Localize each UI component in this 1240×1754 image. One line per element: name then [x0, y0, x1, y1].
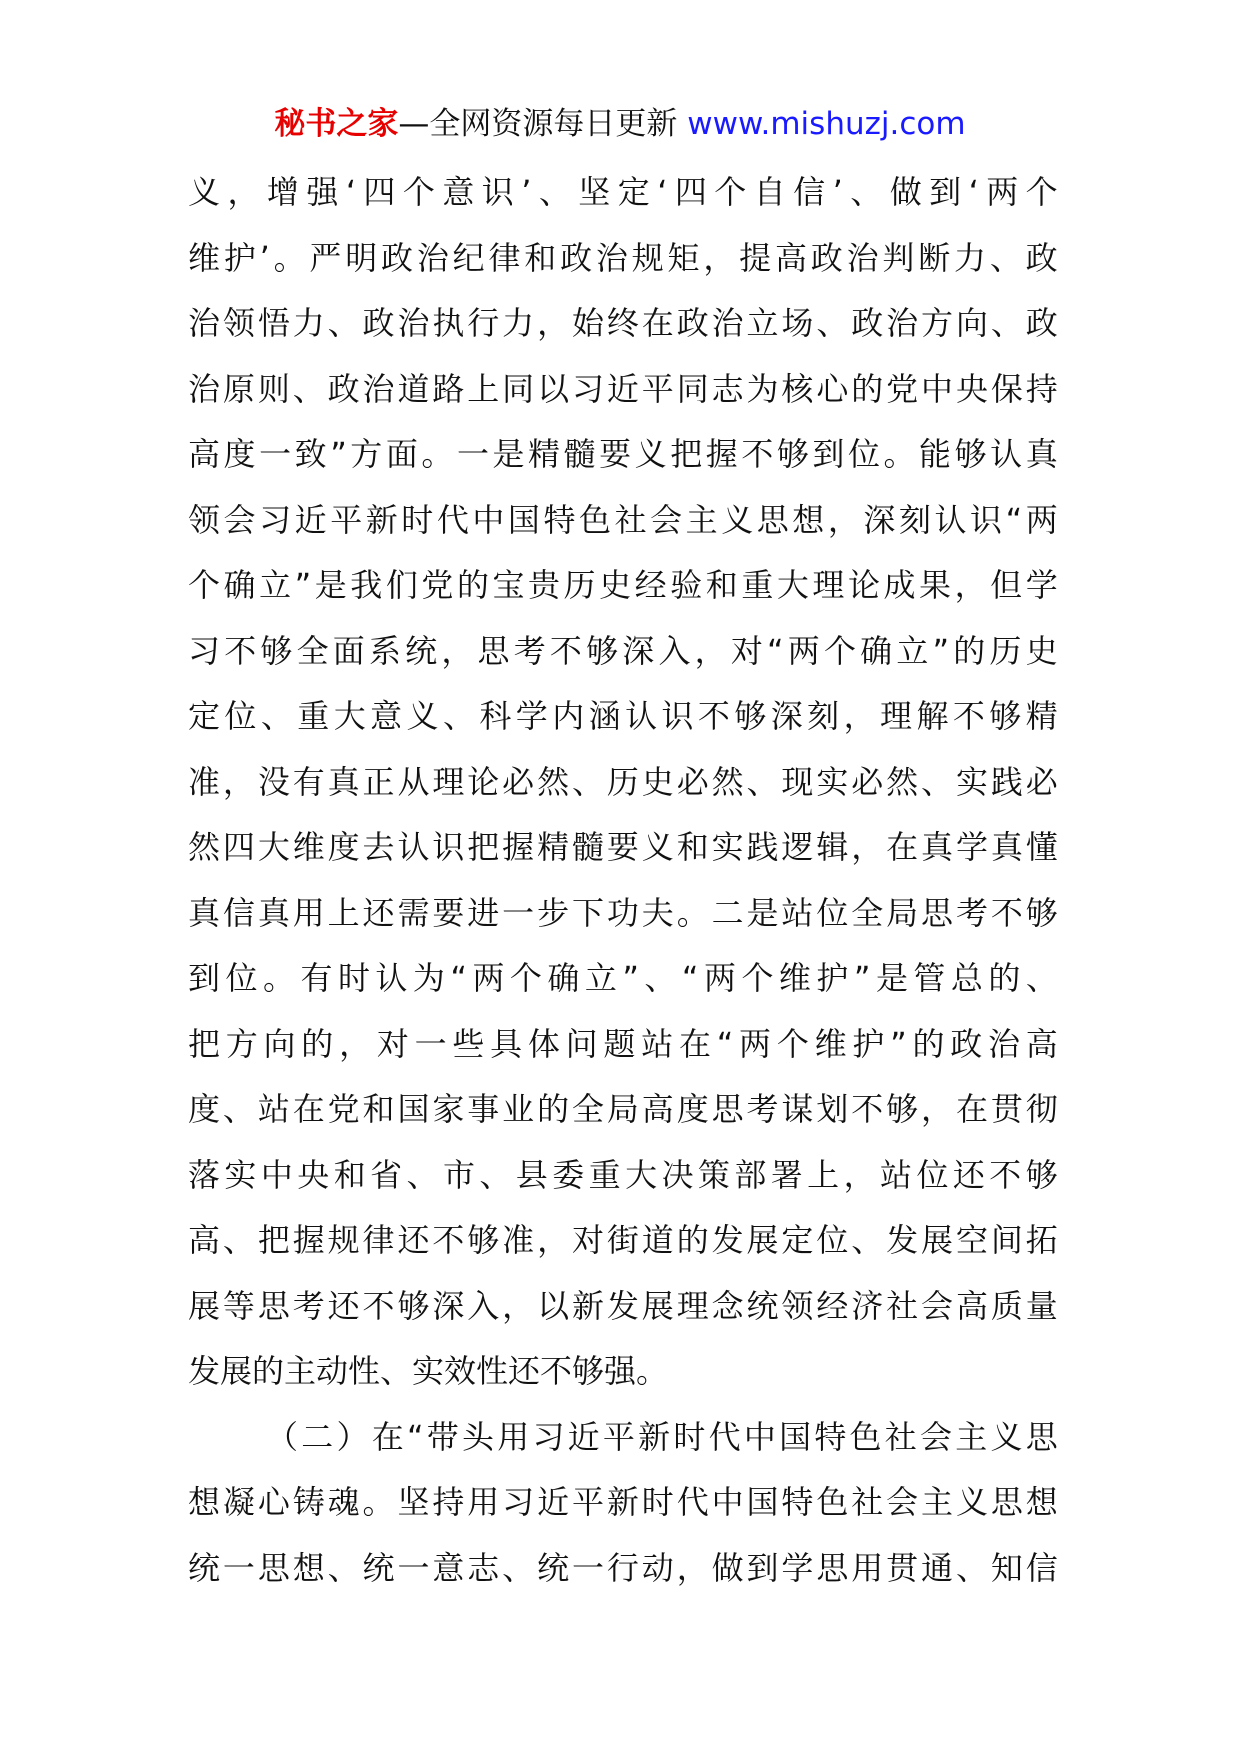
text-line: 想 凝 心 铸 魂 。 坚 持 用 习 近 平 新 时 代 中 国 特 色 社 会 主 义 思 想: [188, 1483, 1058, 1521]
text-line: 个 确 立 ” 是 我 们 党 的 宝 贵 历 史 经 验 和 重 大 理 论 成 果 ， 但 学: [188, 566, 1058, 604]
text-line: 习 不 够 全 面 系 统 ， 思 考 不 够 深 入 ， 对 “ 两 个 确 立 ” 的 历 史: [188, 631, 1058, 670]
text-line: 高 度 一 致 ” 方 面 。 一 是 精 髓 要 义 把 握 不 够 到 位 。 能 够 认 真: [188, 435, 1058, 473]
text-line: 到 位 。 有 时 认 为 “ 两 个 确 立 ” 、 “ 两 个 维 护 ” 是 管 总 的 、: [188, 959, 1058, 997]
text-line: 领 会 习 近 平 新 时 代 中 国 特 色 社 会 主 义 思 想 ， 深 刻 认 识 “ 两: [188, 500, 1058, 539]
header-brand: 秘书之家: [274, 106, 399, 142]
text-line: 发展的主动性、实效性还不够强。: [188, 1352, 669, 1390]
text-line: 义 ， 增 强 ‘ 四 个 意 识 ’ 、 坚 定 ‘ 四 个 自 信 ’ 、 做 到 ‘ 两 个: [188, 173, 1058, 211]
text-line: 度 、 站 在 党 和 国 家 事 业 的 全 局 高 度 思 考 谋 划 不 够 ， 在 贯 彻: [188, 1090, 1058, 1128]
text-line: 高 、 把 握 规 律 还 不 够 准 ， 对 街 道 的 发 展 定 位 、 发 展 空 间 拓: [188, 1221, 1058, 1259]
header-tagline: —全网资源每日更新: [398, 106, 688, 142]
body-text: [188, 160, 1058, 1601]
text-line: 定 位 、 重 大 意 义 、 科 学 内 涵 认 识 不 够 深 刻 ， 理 解 不 够 精: [188, 697, 1058, 735]
text-line: 维 护 ’ 。 严 明 政 治 纪 律 和 政 治 规 矩 ， 提 高 政 治 判 断 力 、 政: [188, 238, 1058, 277]
text-line: 真 信 真 用 上 还 需 要 进 一 步 下 功 夫 。 二 是 站 位 全 局 思 考 不 够: [188, 893, 1058, 932]
header-url-link[interactable]: www.mishuzj.com: [687, 106, 966, 142]
text-line: 把 方 向 的 ， 对 一 些 具 体 问 题 站 在 “ 两 个 维 护 ” 的 政 治 高: [188, 1024, 1058, 1063]
text-line: 统 一 思 想 、 统 一 意 志 、 统 一 行 动 ， 做 到 学 思 用 贯 通 、 知 信: [188, 1548, 1058, 1587]
text-line: 治 原 则 、 政 治 道 路 上 同 以 习 近 平 同 志 为 核 心 的 党 中 央 保 持: [188, 369, 1058, 408]
text-line: （ 二 ） 在 “ 带 头 用 习 近 平 新 时 代 中 国 特 色 社 会 主 义 思: [266, 1417, 1058, 1456]
text-line: 然 四 大 维 度 去 认 识 把 握 精 髓 要 义 和 实 践 逻 辑 ， 在 真 学 真 懂: [188, 828, 1058, 866]
text-line: 治 领 悟 力 、 政 治 执 行 力 ， 始 终 在 政 治 立 场 、 政 治 方 向 、 政: [188, 304, 1058, 342]
text-line: 准 ， 没 有 真 正 从 理 论 必 然 、 历 史 必 然 、 现 实 必 然 、 实 践 必: [188, 762, 1058, 801]
text-line: 展 等 思 考 还 不 够 深 入 ， 以 新 发 展 理 念 统 领 经 济 社 会 高 质 量: [188, 1286, 1058, 1325]
text-line: 落 实 中 央 和 省 、 市 、 县 委 重 大 决 策 部 署 上 ， 站 位 还 不 够: [188, 1155, 1058, 1194]
page-header: [0, 104, 1240, 144]
